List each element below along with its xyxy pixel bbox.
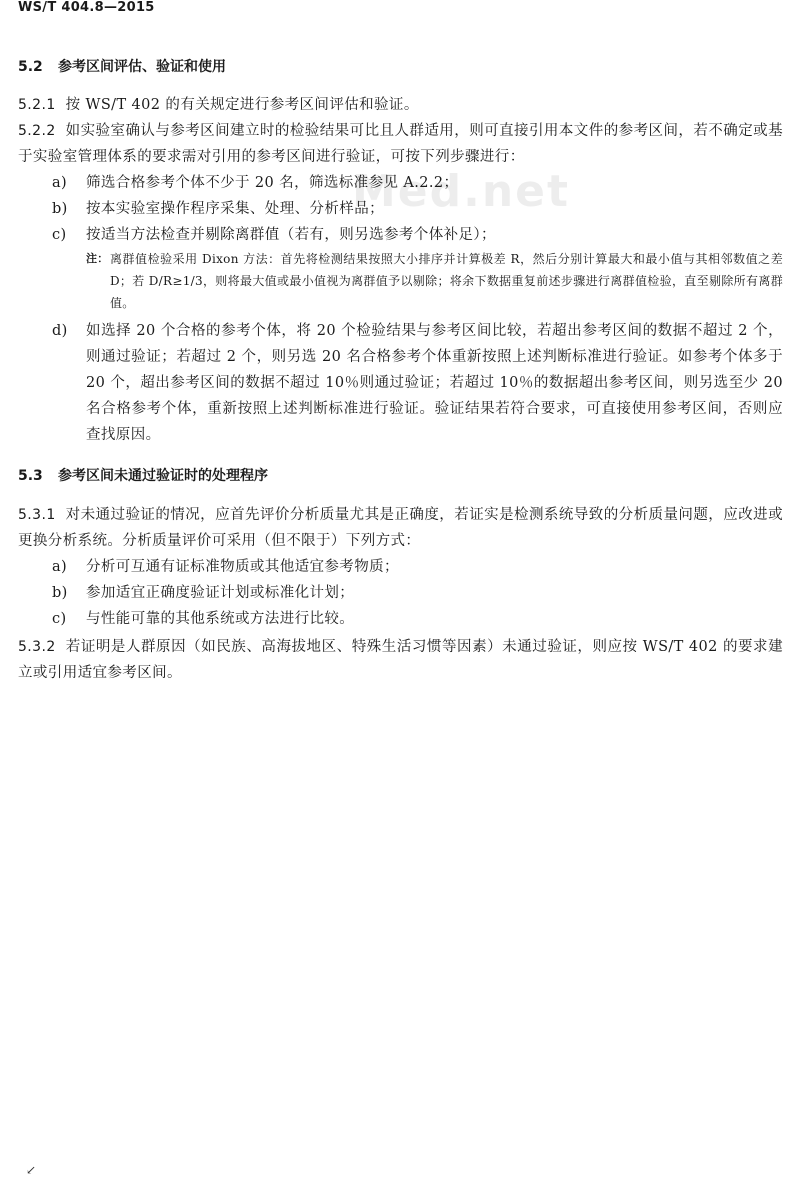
- clause-5-3-1: [18, 502, 783, 554]
- list-marker: b): [52, 201, 68, 217]
- clause-number: 5.2.1: [18, 97, 56, 113]
- note-text: 离群值检验采用 Dixon 方法：首先将检测结果按照大小排序并计算极差 R，然后分别计算最大和最小值与其相邻数值之差 D；若 D/R≥1/3，则将最大值或最小值视为离群值予以剔除；将余下数据重复前述步骤进行离群值检验，直至剔除所有离群值。: [110, 252, 783, 310]
- list-item-text: 分析可互通有证标准物质或其他适宜参考物质；: [86, 559, 399, 575]
- list-item-b: [52, 196, 783, 222]
- list-marker: a): [52, 559, 68, 575]
- list-item-c: [52, 606, 783, 632]
- list-item-c: [52, 222, 783, 248]
- list-marker: a): [52, 175, 68, 191]
- section-5-2-heading: [18, 57, 226, 77]
- list-item-b: [52, 580, 783, 606]
- list-item-d: [52, 318, 783, 448]
- section-number: 5.3: [18, 468, 43, 484]
- list-item-a: [52, 554, 783, 580]
- section-title: 参考区间未通过验证时的处理程序: [58, 468, 268, 484]
- list-marker: b): [52, 585, 68, 601]
- list-item-text: 如选择 20 个合格的参考个体，将 20 个检验结果与参考区间比较，若超出参考区间的数据不超过 2 个，则通过验证；若超过 2 个，则另选 20 名合格参考个体重新按照上述判断标准进行验证。如参考个体多于 20 个，超出参考区间的数据不超过 10％则通过验证；若超过 10％的数据超出参考区间，则另选至少 20 名合格参考个体，重新按照上述判断标准进行验证。验证结果若符合要求，可直接使用参考区间，否则应查找原因。: [86, 323, 783, 443]
- section-title: 参考区间评估、验证和使用: [58, 59, 226, 75]
- clause-5-2-2: [18, 118, 783, 170]
- clause-number: 5.3.1: [18, 507, 56, 523]
- list-marker: d): [52, 323, 68, 339]
- clause-text: 按 WS/T 402 的有关规定进行参考区间评估和验证。: [65, 97, 419, 113]
- section-5-3-heading: [18, 466, 268, 486]
- list-marker: c): [52, 611, 67, 627]
- clause-text: 对未通过验证的情况，应首先评价分析质量尤其是正确度，若证实是检测系统导致的分析质量问题，应改进或更换分析系统。分析质量评价可采用（但不限于）下列方式：: [18, 507, 783, 549]
- list-item-a: [52, 170, 783, 196]
- list-marker: c): [52, 227, 67, 243]
- note-dixon-method: [86, 248, 783, 314]
- clause-number: 5.3.2: [18, 639, 56, 655]
- footer-mark: ↙: [26, 1163, 37, 1177]
- note-label: 注：: [86, 252, 109, 265]
- section-number: 5.2: [18, 59, 43, 75]
- list-item-text: 按适当方法检查并剔除离群值（若有，则另选参考个体补足）；: [86, 227, 496, 243]
- clause-5-2-1: [18, 92, 783, 118]
- list-item-text: 按本实验室操作程序采集、处理、分析样品；: [86, 201, 384, 217]
- list-item-text: 参加适宜正确度验证计划或标准化计划；: [86, 585, 355, 601]
- clause-number: 5.2.2: [18, 123, 56, 139]
- document-header: WS/T 404.8—2015: [18, 0, 155, 15]
- list-item-text: 筛选合格参考个体不少于 20 名，筛选标准参见 A.2.2；: [86, 175, 459, 191]
- watermark: Med.net: [352, 166, 571, 217]
- clause-text: 如实验室确认与参考区间建立时的检验结果可比且人群适用，则可直接引用本文件的参考区间，若不确定或基于实验室管理体系的要求需对引用的参考区间进行验证，可按下列步骤进行：: [18, 123, 783, 165]
- clause-5-3-2: [18, 634, 783, 686]
- clause-text: 若证明是人群原因（如民族、高海拔地区、特殊生活习惯等因素）未通过验证，则应按 WS/T 402 的要求建立或引用适宜参考区间。: [18, 639, 783, 681]
- list-item-text: 与性能可靠的其他系统或方法进行比较。: [86, 611, 355, 627]
